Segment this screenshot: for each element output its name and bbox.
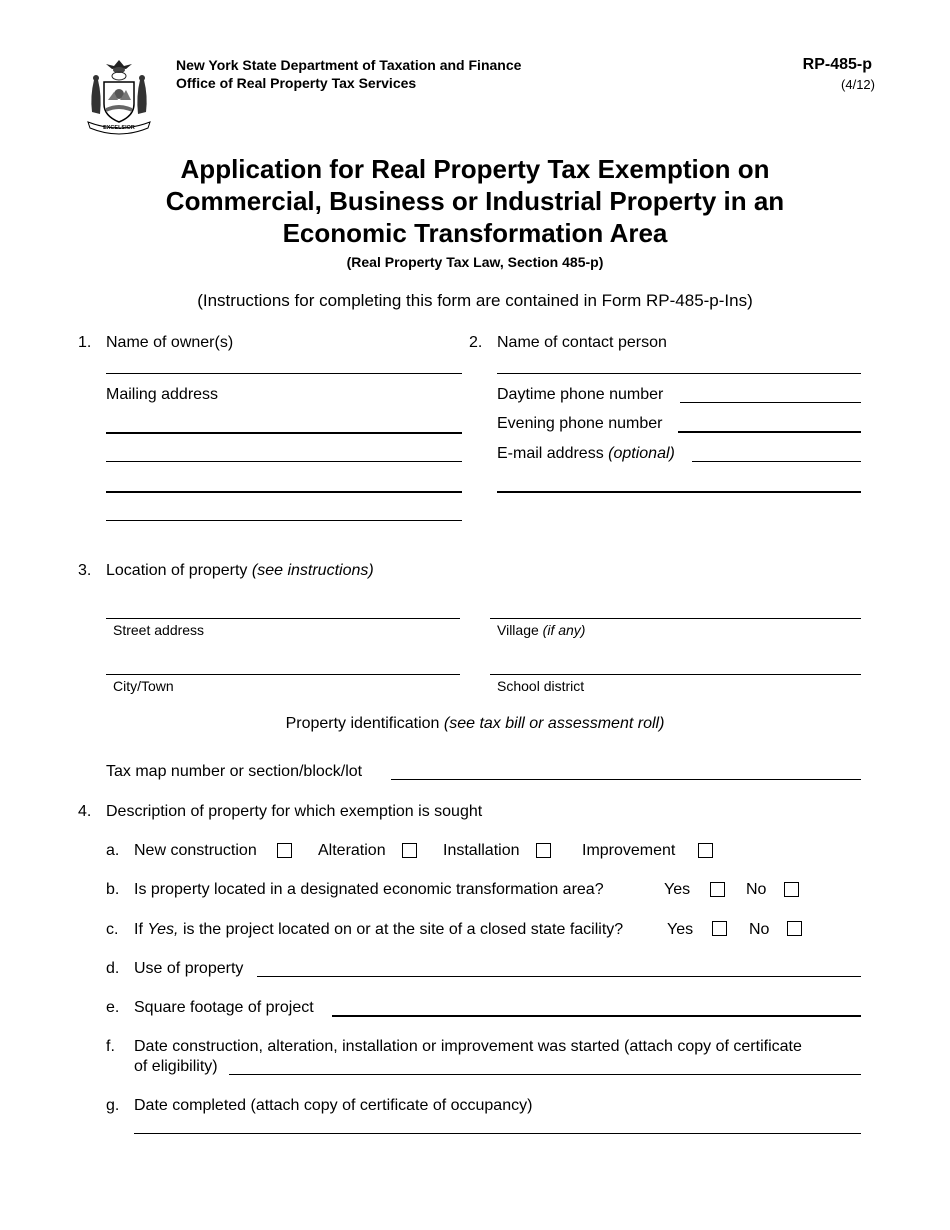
school-district-input[interactable] — [490, 656, 861, 675]
date-completed-input[interactable] — [134, 1115, 861, 1134]
closed-facility-yes-checkbox[interactable] — [712, 921, 727, 936]
square-footage-input[interactable] — [332, 997, 861, 1017]
village-input[interactable] — [490, 600, 861, 619]
transformation-area-yes-checkbox[interactable] — [710, 882, 725, 897]
alteration-label: Alteration — [318, 842, 386, 859]
mailing-address-line-3[interactable] — [106, 473, 462, 493]
item-f-letter: f. — [106, 1038, 115, 1055]
item-c-letter: c. — [106, 921, 119, 938]
school-district-label: School district — [497, 678, 585, 694]
closed-facility-question — [134, 921, 623, 939]
property-description-label: Description of property for which exemption is sought — [106, 803, 483, 820]
tax-map-input[interactable] — [391, 761, 861, 780]
item-g-letter: g. — [106, 1097, 120, 1114]
section-2-number: 2. — [469, 334, 483, 351]
mailing-address-line-1[interactable] — [106, 414, 462, 434]
city-town-label: City/Town — [113, 678, 174, 694]
property-identification-note: (see tax bill or assessment roll) — [443, 715, 665, 732]
page-title-line-1: Application for Real Property Tax Exemption on — [180, 154, 770, 184]
page-title-line-3: Economic Transformation Area — [282, 218, 668, 248]
transformation-area-no-label: No — [746, 881, 767, 898]
property-location-label — [106, 562, 374, 580]
item-a-letter: a. — [106, 842, 120, 859]
email-label-text: E-mail address — [497, 445, 604, 462]
page-title-line-2: Commercial, Business or Industrial Property in an — [165, 186, 785, 216]
owner-name-label: Name of owner(s) — [106, 334, 234, 351]
village-label-text: Village — [497, 622, 539, 638]
form-date: (4/12) — [841, 77, 875, 92]
use-of-property-label: Use of property — [134, 960, 244, 977]
department-name: New York State Department of Taxation and Finance — [176, 57, 522, 73]
transformation-area-no-checkbox[interactable] — [784, 882, 799, 897]
date-started-label-line-2: of eligibility) — [134, 1058, 218, 1075]
closed-facility-prefix: If — [134, 921, 143, 938]
improvement-checkbox[interactable] — [698, 843, 713, 858]
closed-facility-yes-label: Yes — [667, 921, 694, 938]
daytime-phone-label: Daytime phone number — [497, 386, 664, 403]
city-town-tick — [441, 674, 460, 675]
section-4-number: 4. — [78, 803, 92, 820]
property-identification-text: Property identification — [285, 715, 440, 732]
contact-person-label: Name of contact person — [497, 334, 667, 351]
square-footage-label: Square footage of project — [134, 999, 314, 1016]
installation-label: Installation — [443, 842, 520, 859]
street-address-tick — [441, 618, 460, 619]
city-town-input[interactable] — [106, 656, 460, 675]
property-location-note: (see instructions) — [251, 562, 374, 579]
item-e-letter: e. — [106, 999, 120, 1016]
section-3-number: 3. — [78, 562, 92, 579]
improvement-label: Improvement — [582, 842, 676, 859]
mailing-address-label: Mailing address — [106, 386, 219, 403]
instructions-note: (Instructions for completing this form are contained in Form RP-485-p-Ins) — [197, 291, 753, 310]
law-reference: (Real Property Tax Law, Section 485-p) — [346, 254, 604, 270]
contact-person-input[interactable] — [497, 355, 861, 374]
state-seal — [78, 56, 160, 136]
street-address-input[interactable] — [106, 600, 460, 619]
email-label — [497, 445, 675, 463]
email-optional-note: (optional) — [608, 445, 675, 462]
closed-facility-yes-italic: Yes, — [147, 921, 179, 938]
evening-phone-label: Evening phone number — [497, 415, 663, 432]
street-address-label: Street address — [113, 622, 205, 638]
tax-map-label: Tax map number or section/block/lot — [106, 763, 363, 780]
closed-facility-no-checkbox[interactable] — [787, 921, 802, 936]
date-started-label-line-1: Date construction, alteration, installation or improvement was started (attach copy of certificate — [134, 1038, 802, 1055]
daytime-phone-input[interactable] — [680, 384, 861, 403]
seal-icon — [78, 56, 160, 136]
new-construction-checkbox[interactable] — [277, 843, 292, 858]
transformation-area-yes-label: Yes — [664, 881, 691, 898]
section-1-number: 1. — [78, 334, 92, 351]
installation-checkbox[interactable] — [536, 843, 551, 858]
form-number: RP-485-p — [802, 56, 872, 73]
closed-facility-no-label: No — [749, 921, 770, 938]
email-input[interactable] — [692, 443, 861, 462]
owner-name-input[interactable] — [106, 355, 462, 374]
new-construction-label: New construction — [134, 842, 257, 859]
evening-phone-input[interactable] — [678, 413, 861, 433]
office-name: Office of Real Property Tax Services — [176, 75, 417, 91]
item-b-letter: b. — [106, 881, 120, 898]
email-input-continued[interactable] — [497, 473, 861, 493]
village-label — [497, 621, 585, 639]
svg-text:EXCELSIOR: EXCELSIOR — [103, 125, 135, 131]
alteration-checkbox[interactable] — [402, 843, 417, 858]
transformation-area-question: Is property located in a designated economic transformation area? — [134, 881, 604, 898]
village-label-note: (if any) — [542, 622, 586, 638]
use-of-property-input[interactable] — [257, 958, 861, 977]
item-d-letter: d. — [106, 960, 120, 977]
property-location-text: Location of property — [106, 562, 248, 579]
closed-facility-question-text: is the project located on or at the site of a closed state facility? — [182, 921, 624, 938]
mailing-address-line-2[interactable] — [106, 443, 462, 462]
date-started-input[interactable] — [229, 1056, 861, 1075]
mailing-address-line-4[interactable] — [106, 502, 462, 521]
date-completed-label: Date completed (attach copy of certificate of occupancy) — [134, 1097, 533, 1114]
property-identification-heading — [0, 715, 950, 733]
